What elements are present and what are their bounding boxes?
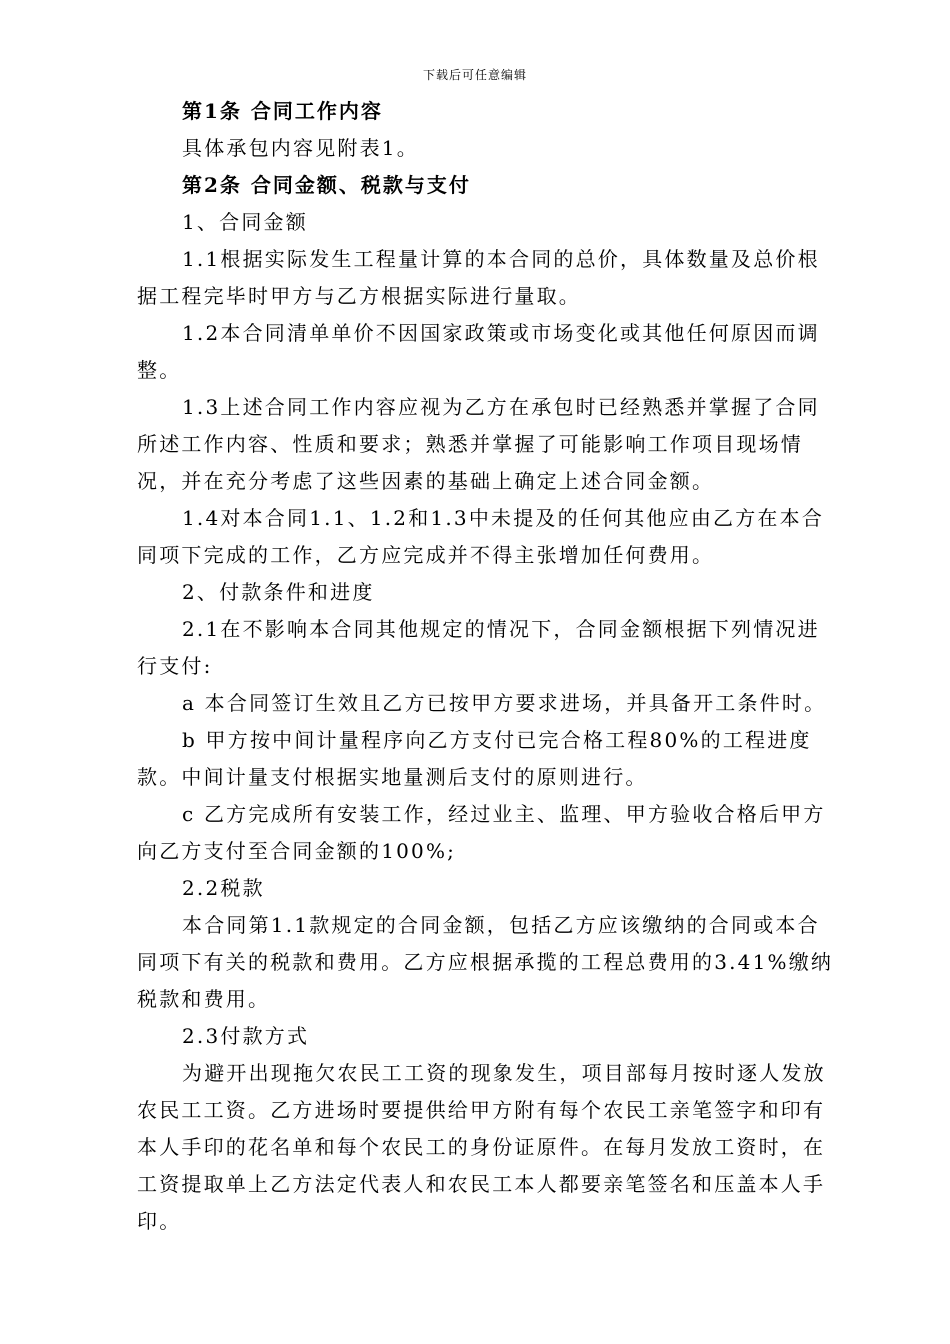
section-heading: 1、合同金额 xyxy=(182,210,308,234)
list-item: b 甲方按中间计量程序向乙方支付已完合格工程80%的工程进度款。中间计量支付根据实地量测后支付的原则进行。 xyxy=(137,728,812,789)
document-body xyxy=(137,93,837,1240)
section-heading: 2、付款条件和进度 xyxy=(182,580,375,604)
paragraph: 1.3上述合同工作内容应视为乙方在承包时已经熟悉并掌握了合同所述工作内容、性质和要求；熟悉并掌握了可能影响工作项目现场情况，并在充分考虑了这些因素的基础上确定上述合同金额。 xyxy=(137,395,820,493)
paragraph: 本合同第1.1款规定的合同金额，包括乙方应该缴纳的合同或本合同项下有关的税款和费用。乙方应根据承揽的工程总费用的3.41%缴纳税款和费用。 xyxy=(137,913,834,1011)
list-item: a 本合同签订生效且乙方已按甲方要求进场，并具备开工条件时。 xyxy=(182,691,827,715)
paragraph: 1.2本合同清单单价不因国家政策或市场变化或其他任何原因而调整。 xyxy=(137,321,820,382)
header-note: 下载后可任意编辑 xyxy=(422,68,527,82)
paragraph: 为避开出现拖欠农民工工资的现象发生，项目部每月按时逐人发放农民工工资。乙方进场时要提供给甲方附有每个农民工亲笔签字和印有本人手印的花名单和每个农民工的身份证原件。在每月发放工资时，在工资提取单上乙方法定代表人和农民工本人都要亲笔签名和压盖本人手印。 xyxy=(137,1061,826,1233)
paragraph: 1.4对本合同1.1、1.2和1.3中未提及的任何其他应由乙方在本合同项下完成的工作，乙方应完成并不得主张增加任何费用。 xyxy=(137,506,825,567)
section-heading: 2.2税款 xyxy=(182,876,265,900)
article-2-heading: 第2条 合同金额、税款与支付 xyxy=(182,173,471,197)
paragraph: 1.1根据实际发生工程量计算的本合同的总价，具体数量及总价根据工程完毕时甲方与乙方根据实际进行量取。 xyxy=(137,247,820,308)
section-heading: 2.3付款方式 xyxy=(182,1024,310,1048)
paragraph: 2.1在不影响本合同其他规定的情况下，合同金额根据下列情况进行支付: xyxy=(137,617,820,678)
paragraph: 具体承包内容见附表1。 xyxy=(182,136,419,160)
list-item: c 乙方完成所有安装工作，经过业主、监理、甲方验收合格后甲方向乙方支付至合同金额的100%; xyxy=(137,802,826,863)
article-1-heading: 第1条 合同工作内容 xyxy=(182,99,383,123)
